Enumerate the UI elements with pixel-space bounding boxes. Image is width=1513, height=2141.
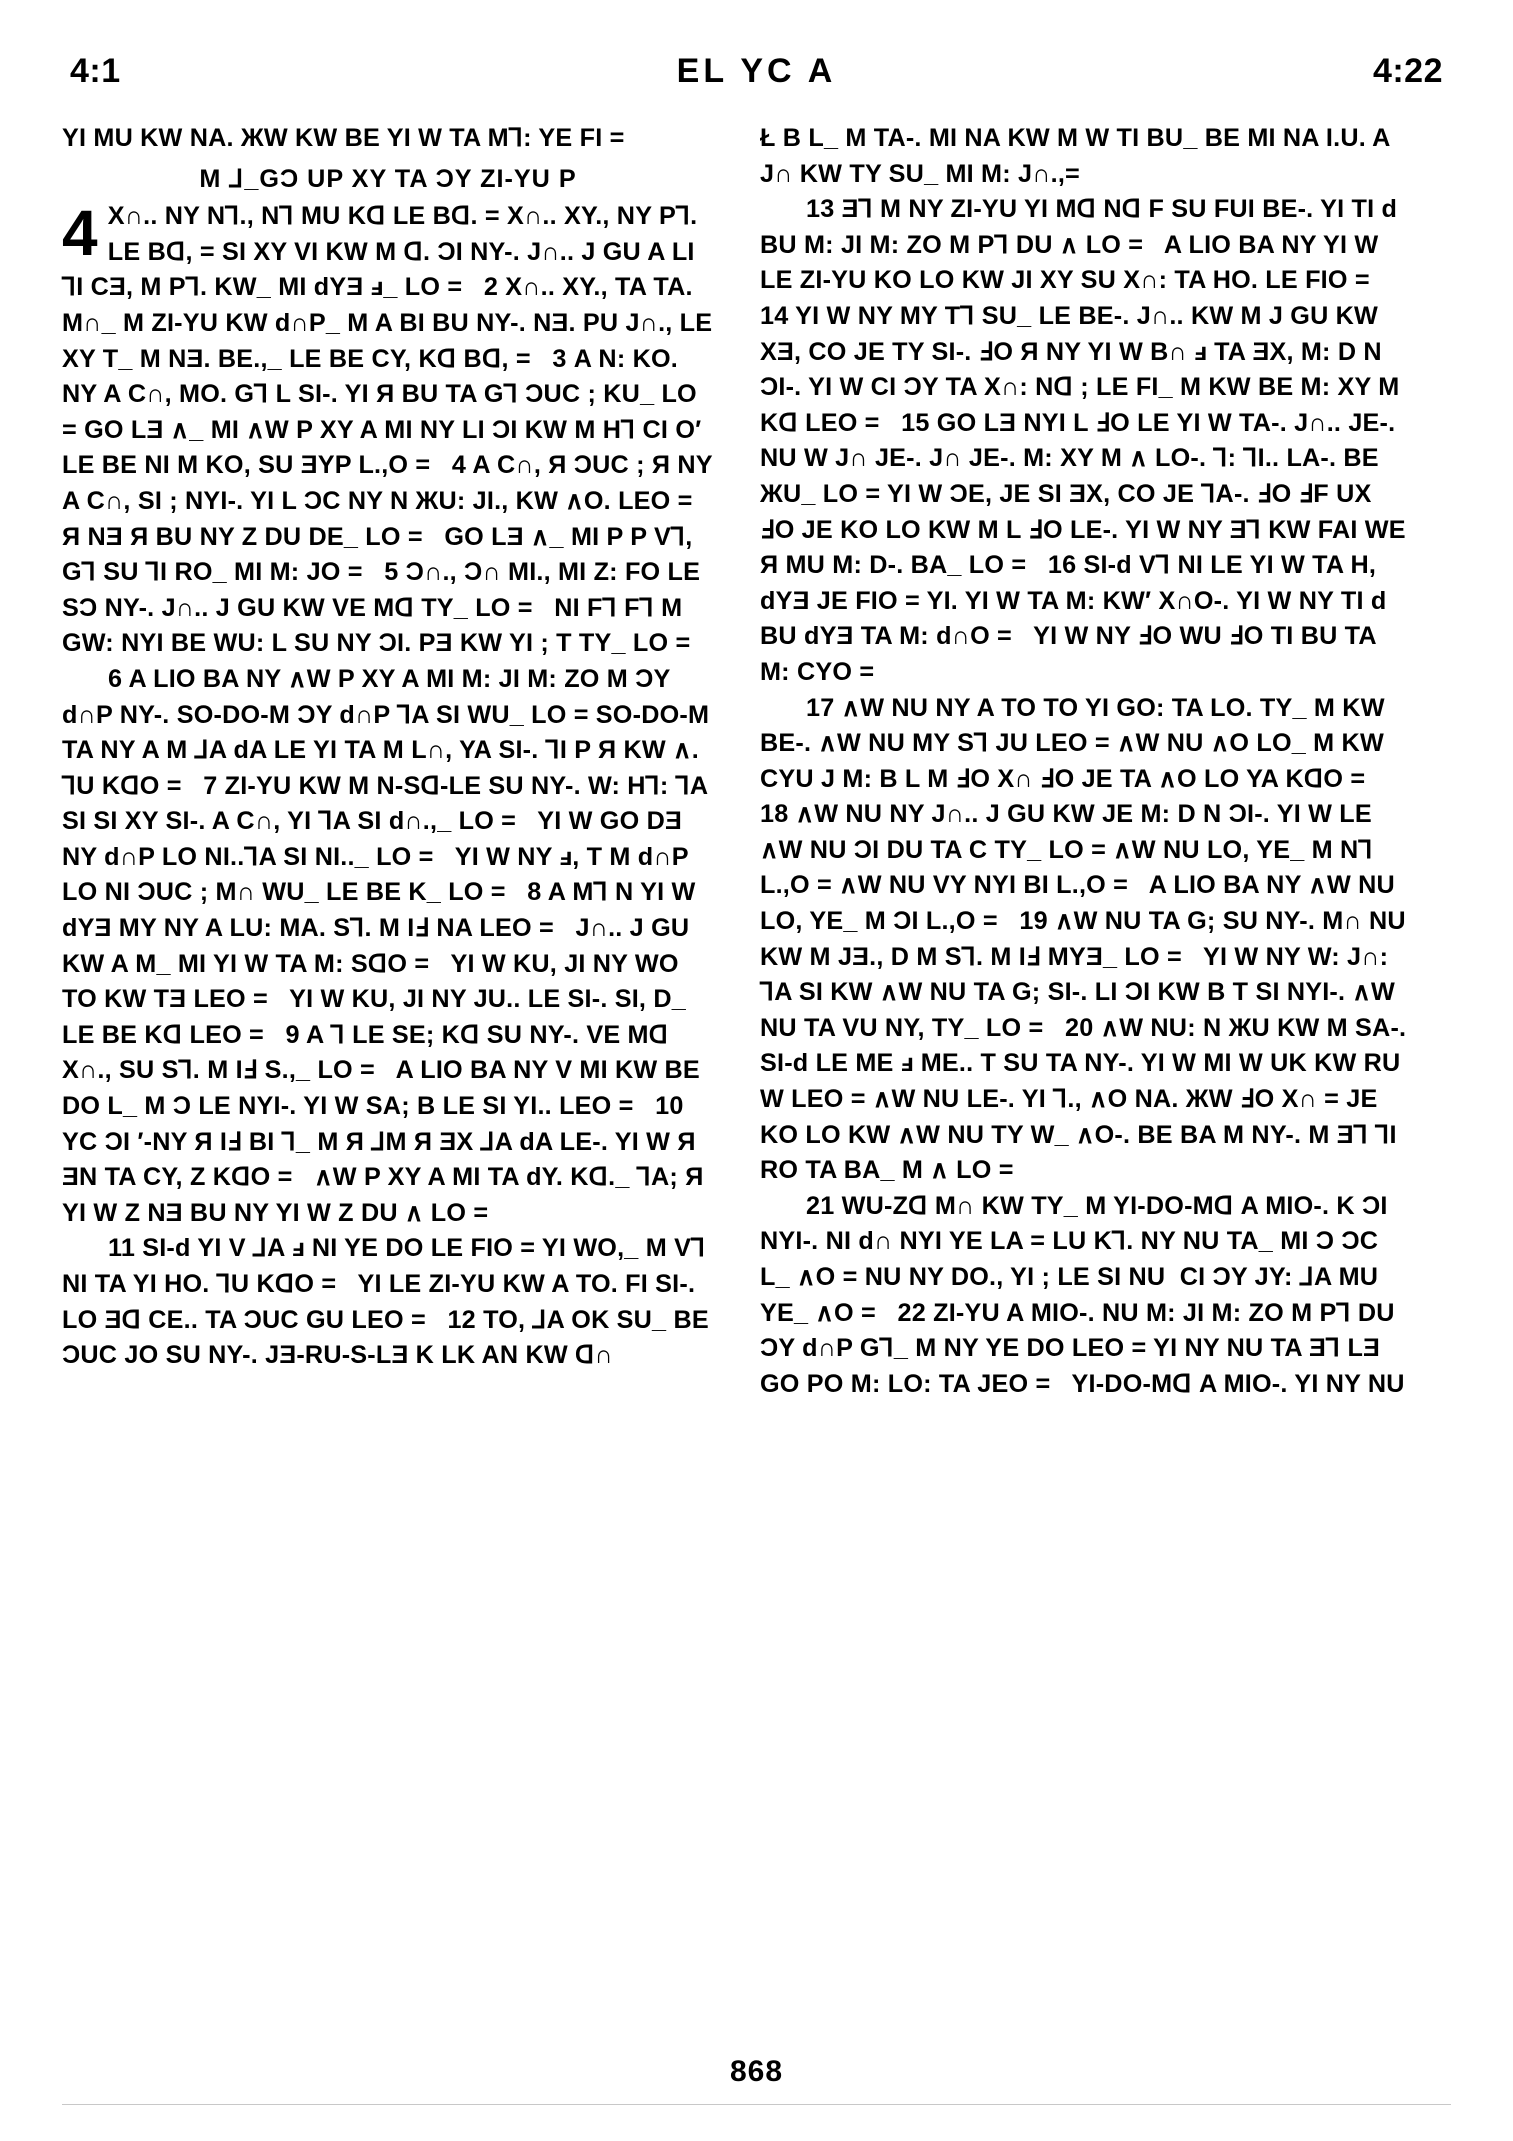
right-paragraph-17: 17 ∧W NU NY A TO TO YI GO: TA LO. TY_ M KW BE-. ∧W NU MY S⅂ JU LEO = ∧W NU ∧O LO_ M KW CYU J M: B L M ℲO X∩ ℲO JE TA ∧O LO YA KᗡO = 18 ∧W NU NY J∩.. J GU KW JE M: D N ƆI-. YI W LE ∧W NU ƆI DU TA C TY_ LO = ∧W NU LO, YE_ M N⅂ L.,O = ∧W NU VY NYI BI L.,O = A LIO BA NY ∧W NU LO, YE_ M ƆI L.,O = 19 ∧W NU TA G; SU NY-. M∩ NU KW M JƎ., D M S⅂. M IℲ MYƎ_ LO = YI W NY W: J∩: ⅂A SI KW ∧W NU TA G; SI-. LI ƆI KW B T SI NYI-. ∧W NU TA VU NY, TY_ LO = 20 ∧W NU: N ЖU KW M SA-. SI-d LE ME ⅎ ME.. T SU TA NY-. YI W MI W UK KW RU W LEO = ∧W NU LE-. YI ⅂., ∧O NA. ЖW ℲO X∩ = JE KO LO KW ∧W NU TY W_ ∧O-. BE BA M NY-. M Ǝ⅂ ⅂I RO TA BA_ M ∧ LO = [760, 693, 1414, 1185]
right-paragraph-14: 14 YI W NY MY T⅂ SU_ LE BE-. J∩.. KW M J GU KW XƎ, CO JE TY SI-. ℲO Я NY YI W B∩ ⅎ TA ƎX, M: D N ƆI-. YI W CI ƆY TA X∩: Nᗡ ; LE FI_ M KW BE M: XY M Kᗡ LEO = 15 GO LƎ NYI L ℲO LE YI W TA-. J∩.. JE-. NU W J∩ JE-. J∩ JE-. M: XY M ∧ LO-. ⅂: ⅂I.. LA-. BE ЖU_ LO = YI W ƆE, JE SI ƎX, CO JE ⅂A-. ℲO ℲF UX ℲO JE KO LO KW M L ℲO LE-. YI W NY Ǝ⅂ KW FAI WE Я MU M: D-. BA_ LO = 16 SI-d V⅂ NI LE YI W TA H, dYƎ JE FIO = YI. YI W TA M: KW′ X∩O-. YI W NY TI d BU dYƎ TA M: d∩O = YI W NY ℲO WU ℲO TI BU TA M: CYO = [760, 301, 1413, 686]
header-right-reference: 4:22 [1372, 52, 1443, 90]
two-column-body [62, 121, 1451, 1981]
left-column [62, 121, 720, 1981]
footer-rule [62, 2104, 1451, 2105]
right-paragraph-21: 21 WU-Zᗡ M∩ KW TY_ M YI-DO-Mᗡ A MIO-. K ƆI NYI-. NI d∩ NYI YE LA = LU K⅂. NY NU TA_ MI Ɔ ƆC L_ ∧O = NU NY DO., YI ; LE SI NU CI ƆY JY: ⅃A MU YE_ ∧O = 22 ZI-YU A MIO-. NU M: JI M: ZO M P⅂ DU ƆY d∩P G⅂_ M NY YE DO LEO = YI NY NU TA Ǝ⅂ LƎ GO PO M: LO: TA JEO = YI-DO-Mᗡ A MIO-. YI NY NU [760, 1191, 1405, 1398]
page-header [62, 52, 1451, 91]
chapter-opening-block [62, 197, 720, 662]
right-paragraph-13: 13 Ǝ⅂ M NY ZI-YU YI Mᗡ Nᗡ F SU FUI BE-. YI TI d BU M: JI M: ZO M P⅂ DU ∧ LO = A LIO BA NY YI W LE ZI-YU KO LO KW JI XY SU X∩: TA HO. LE FIO = [760, 195, 1405, 295]
header-book-title: EL YC A [676, 52, 837, 90]
chapter-body-text: X∩.. NY N⅂., N⅂ MU Kᗡ LE Bᗡ. = X∩.. XY., NY P⅂. LE Bᗡ, = SI XY VI KW M ᗡ. ƆI NY-. J∩.. J GU A LI ⅂I CƎ, M P⅂. KW_ MI dYƎ ⅎ_ LO = 2 X∩.. XY., TA TA. M∩_ M ZI-YU KW d∩P_ M A BI BU NY-. NƎ. PU J∩., LE XY T_ M NƎ. BE.,_ LE BE CY, Kᗡ Bᗡ, = 3 A N: KO. NY A C∩, MO. G⅂ L SI-. YI Я BU TA G⅂ ƆUC ; KU_ LO = GO LƎ ∧_ MI ∧W P XY A MI NY LI ƆI KW M H⅂ CI O′ LE BE NI M KO, SU ƎYP L.,O = 4 A C∩, Я ƆUC ; Я NY A C∩, SI ; NYI-. YI L ƆC NY N ЖU: JI., KW ∧O. LEO = Я NƎ Я BU NY Z DU DE_ LO = GO LƎ ∧_ MI P P V⅂, G⅂ SU ⅂I RO_ MI M: JO = 5 Ɔ∩., Ɔ∩ MI., MI Z: FO LE SƆ NY-. J∩.. J GU KW VE Mᗡ TY_ LO = NI F⅂ F⅂ M GW: NYI BE WU: L SU NY ƆI. PƎ KW YI ; T TY_ LO = [62, 202, 720, 658]
left-opening-lines: YI MU KW NA. ЖW KW BE YI W TA MꞀ: YE FI = [62, 124, 625, 152]
right-opening-lines: Ł B L_ M TA-. MI NA KW M W TI BU_ BE MI NA I.U. A J∩ KW TY SU_ MI M: J∩.,= [760, 124, 1397, 188]
page-number: 868 [729, 2055, 784, 2088]
chapter-number-dropcap: 4 [62, 197, 98, 270]
header-left-reference: 4:1 [70, 52, 121, 90]
left-paragraph-6: 6 A LIO BA NY ∧W P XY A MI M: JI M: ZO M ƆY d∩P NY-. SO-DO-M ƆY d∩P ⅂A SI WU_ LO = SO-DO-M TA NY A M ⅃A dA LE YI TA M L∩, YA SI-. ⅂I P Я KW ∧. ⅂U KᗡO = 7 ZI-YU KW M N-Sᗡ-LE SU NY-. W: H⅂: ⅂A SI SI XY SI-. A C∩, YI ⅂A SI d∩.,_ LO = YI W GO DƎ NY d∩P LO NI..⅂A SI NI.._ LO = YI W NY ⅎ, T M d∩P LO NI ƆUC ; M∩ WU_ LE BE K_ LO = 8 A M⅂ N YI W dYƎ MY NY A LU: MA. S⅂. M IℲ NA LEO = J∩.. J GU KW A M_ MI YI W TA M: SᗡO = YI W KU, JI NY WO TO KW TƎ LEO = YI W KU, JI NY JU.. LE SI-. SI, D_ LE BE Kᗡ LEO = 9 A ⅂ LE SE; Kᗡ SU NY-. VE Mᗡ X∩., SU S⅂. M IℲ S.,_ LO = A LIO BA NY V MI KW BE DO L_ M Ɔ LE NYI-. YI W SA; B LE SI YI.. LEO = 10 YC ƆI ′-NY Я IℲ BI ⅂_ M Я ⅃M Я ƎX ⅃A dA LE-. YI W Я ƎN TA CY, Z KᗡO = ∧W P XY A MI TA dY. Kᗡ._ ⅂A; Я YI W Z NƎ BU NY YI W Z DU ∧ LO = [62, 664, 717, 1227]
left-paragraph-11: 11 SI-d YI V ⅃A ⅎ NI YE DO LE FIO = YI WO,_ M V⅂ NI TA YI HO. ⅂U KᗡO = YI LE ZI-YU KW A TO. FI SI-. LO Ǝᗡ CE.. TA ƆUC GU LEO = 12 TO, ⅃A OK SU_ BE ƆUC JO SU NY-. JƎ-RU-S-LƎ K LK AN KW ᗡ∩ [62, 1234, 717, 1370]
chapter-heading: M ⅃_GƆ UP XY TA ƆY ZI-YU P [199, 164, 577, 193]
right-column [760, 121, 1412, 1981]
